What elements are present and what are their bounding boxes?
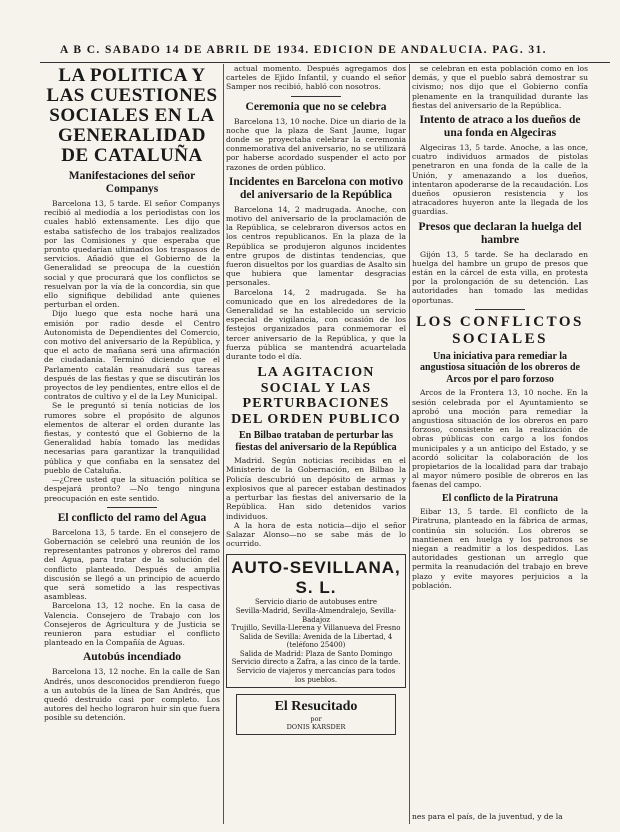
heading-arcos: Una iniciativa para remediar la angustiosa situación de los obreros de Arcos por el paro forzoso — [420, 350, 580, 385]
ad-line: Salida de Sevilla: Avenida de la Libertad, 4 (teléfono 25400) — [239, 632, 393, 650]
separator — [475, 309, 525, 310]
subhead-companys: Manifestaciones del señor Companys — [68, 170, 196, 195]
article-paragraph: Gijón 13, 5 tarde. Se ha declarado en huelga del hambre un grupo de presos que están en la cárcel de esta villa, en protesta por la prolongación de su detención. Las autoridades han tomado las medidas oportunas. — [412, 249, 588, 305]
separator — [107, 507, 157, 508]
article-paragraph: A la hora de esta noticia—dijo el señor Salazar Alonso—no se sabe más de lo ocurrido. — [226, 520, 406, 549]
masthead: A B C. SABADO 14 DE ABRIL DE 1934. EDICION DE ANDALUCIA. PAG. 31. — [60, 44, 547, 56]
main-headline: LA POLITICA Y LAS CUESTIONES SOCIALES EN LA GENERALIDAD DE CATALUÑA — [46, 65, 218, 166]
column-2 — [226, 64, 406, 832]
article-paragraph: Barcelona 13, 5 tarde. El señor Companys recibió al mediodía a los periodistas con los cuales habló extensamente. Les dijo que estaba satisfecho de los trabajos realizados por las Comisiones y que esperaba que pronto quedarían ultimados los traspasos de servicios. Añadió que el Gobierno de la Generalidad se preocupa de la cuestión social y que procurará que los conflictos se resuelvan por la vía de la concordia, sin que ello signifique debilidad ante quienes perturban el orden. — [44, 199, 220, 310]
ad-line: Servicio directo a Zafra, a las cinco de la tarde. — [231, 658, 401, 667]
heading-agua: El conflicto del ramo del Agua — [57, 511, 207, 524]
article-paragraph: Eibar 13, 5 tarde. El conflicto de la Piratruna, planteado en la fábrica de armas, continúa sin solución. Los obreros se mantienen en huelga y los patronos se niegan a readmitir a los despedidos. Las autoridades gestionan un arreglo que permita la reanudación del trabajo en breve plazo y evite mayores perjuicios a la población. — [412, 507, 588, 590]
article-paragraph: Dijo luego que esta noche hará una emisión por radio desde el Centro Autonomista de Dependientes del Comercio, con motivo del aniversario de la República, y que el acto de mañana será una afirmación de ciudadanía. Terminó diciendo que el Parlamento catalán reanudará sus tareas después de las fiestas y que se discutirán los proyectos de ley pendientes, entre ellos el de contratos de cultivo y el de la Ley Municipal. — [44, 309, 220, 402]
article-paragraph: Arcos de la Frontera 13, 10 noche. En la sesión celebrada por el Ayuntamiento se aprobó una moción para remediar la angustiosa situación de los obreros en paro forzoso, consistente en la realización de obras públicas con cargo a los fondos municipales y a un anticipo del Estado, y se acordó solicitar la colaboración de los propietarios de la localidad para dar trabajo al mayor número posible de obreros en las faenas del campo. — [412, 388, 588, 490]
article-paragraph: Barcelona 14, 2 madrugada. Se ha comunicado que en los alrededores de la Generalidad se ha establecido un servicio especial de vigilancia, con ocasión de los festejos organizados para conmemorar el tercer aniversario de la República, y que la fuerza pública se mantendrá acuartelada durante todo el día. — [226, 287, 406, 362]
ad-line: Sevilla-Madrid, Sevilla-Almendralejo, Sevilla-Badajoz — [235, 606, 397, 624]
article-paragraph: Barcelona 14, 2 madrugada. Anoche, con motivo del aniversario de la proclamación de la República, se celebraron diversos actos en los centros republicanos. En la plaza de la República se produjeron algunos incidentes entre grupos de distintas tendencias, que fueron disueltos por los guardias de Asalto sin que hubiera que lamentar desgracias personales. — [226, 204, 406, 288]
ad-line: Servicio diario de autobuses entre — [254, 598, 378, 607]
book-author: DONIS KARSDER — [286, 723, 346, 732]
column-rule-2 — [409, 64, 410, 824]
ad-line: Servicio de viajeros y mercancías para todos los pueblos. — [236, 667, 396, 684]
advertisement-book — [236, 694, 396, 735]
column-1 — [44, 64, 220, 832]
column-rule-1 — [223, 64, 224, 824]
article-paragraph: actual momento. Después agregamos dos carteles de Ejido Infantil, y cuando el señor Samper nos recibió, habló con nosotros. — [226, 64, 406, 92]
advertisement-auto-sevillana — [226, 554, 406, 688]
article-paragraph: se celebran en esta población como en los demás, y que el pueblo sabrá demostrar su civismo; nos dijo que el Gobierno confía plenamente en la tranquilidad durante las fiestas del aniversario de la República. — [412, 64, 588, 110]
heading-bilbao: En Bilbao trataban de perturbar las fiestas del aniversario de la República — [235, 430, 397, 453]
masthead-rule — [40, 62, 610, 63]
ad-title: AUTO-SEVILLANA, S. L. — [231, 558, 401, 598]
heading-piratruna: El conflicto de la Piratruna — [441, 492, 559, 504]
book-by: por — [310, 715, 322, 724]
heading-incidentes: Incidentes en Barcelona con motivo del aniversario de la República — [228, 175, 404, 201]
article-paragraph: Barcelona 13, 10 noche. Dice un diario de la noche que la plaza de Sant Jaume, lugar donde se proyectaba celebrar la ceremonia conmemorativa del aniversario, no se utilizará por haberse acordado suspender el acto por razones de orden público. — [226, 116, 406, 172]
article-paragraph: Madrid. Según noticias recibidas en el Ministerio de la Gobernación, en Bilbao la Policía descubrió un depósito de armas y explosivos que al parecer estaban destinados a perturbar las fiestas del aniversario de la República. Han sido detenidos varios individuos. — [226, 456, 406, 521]
article-paragraph: Barcelona 13, 12 noche. En la casa de Valencia. Consejero de Trabajo con los Consejeros de Agricultura y de Justicia se reunieron para estudiar el conflicto planteado en la Compañía de Aguas. — [44, 601, 220, 648]
heading-autobus: Autobús incendiado — [82, 651, 182, 664]
heading-algeciras: Intento de atraco a los dueños de una fonda en Algeciras — [419, 114, 581, 140]
ad-line: Salida de Madrid: Plaza de Santo Domingo — [239, 649, 393, 658]
article-paragraph: Se le preguntó si tenía noticias de los rumores sobre el propósito de algunos elementos de alterar el orden durante las fiestas, y contestó que el Gobierno de la Generalidad había tomado las medidas necesarias para garantizar la tranquilidad pública y que confiaba en la sensatez del pueblo de Cataluña. — [44, 401, 220, 475]
book-title: El Resucitado — [274, 699, 358, 715]
article-paragraph: Algeciras 13, 5 tarde. Anoche, a las once, cuatro individuos armados de pistolas penetraron en una fonda de la calle de la Unión, y amenazando a los dueños, intentaron apoderarse de la recaudación. Los dueños opusieron resistencia y los atracadores huyeron ante la llegada de los guardias. — [412, 143, 588, 217]
separator — [291, 96, 341, 97]
article-paragraph: —¿Cree usted que la situación política se despejará pronto? —No tengo ninguna preocupación en este sentido. — [44, 475, 220, 503]
ad-line: Trujillo, Sevilla-Llerena y Villanueva del Fresno — [231, 624, 401, 633]
article-paragraph: Barcelona 13, 12 noche. En la calle de San Andrés, unos desconocidos prendieron fuego a un autobús de la línea de San Andrés, que quedó destruido casi por completo. Los autores del hecho lograron huir sin que fuera posible su detención. — [44, 667, 220, 723]
headline-conflictos: LOS CONFLICTOS SOCIALES — [416, 313, 584, 347]
heading-presos: Presos que declaran la huelga del hambre — [418, 220, 582, 246]
article-paragraph: Barcelona 13, 5 tarde. En el consejero de Gobernación se celebró una reunión de los representantes patronos y obreros del ramo del Agua, para tratar de la solución del conflicto planteado. Después de amplia discusión se llegó a un principio de acuerdo que será sometido a las respectivas asambleas. — [44, 527, 220, 602]
headline-agitacion: LA AGITACION SOCIAL Y LAS PERTURBACIONES DEL ORDEN PUBLICO — [231, 365, 401, 427]
column-3-last-line: nes para el país, de la juventud, y de la — [412, 812, 563, 821]
column-3 — [412, 64, 588, 832]
heading-ceremonia: Ceremonia que no se celebra — [245, 100, 387, 113]
